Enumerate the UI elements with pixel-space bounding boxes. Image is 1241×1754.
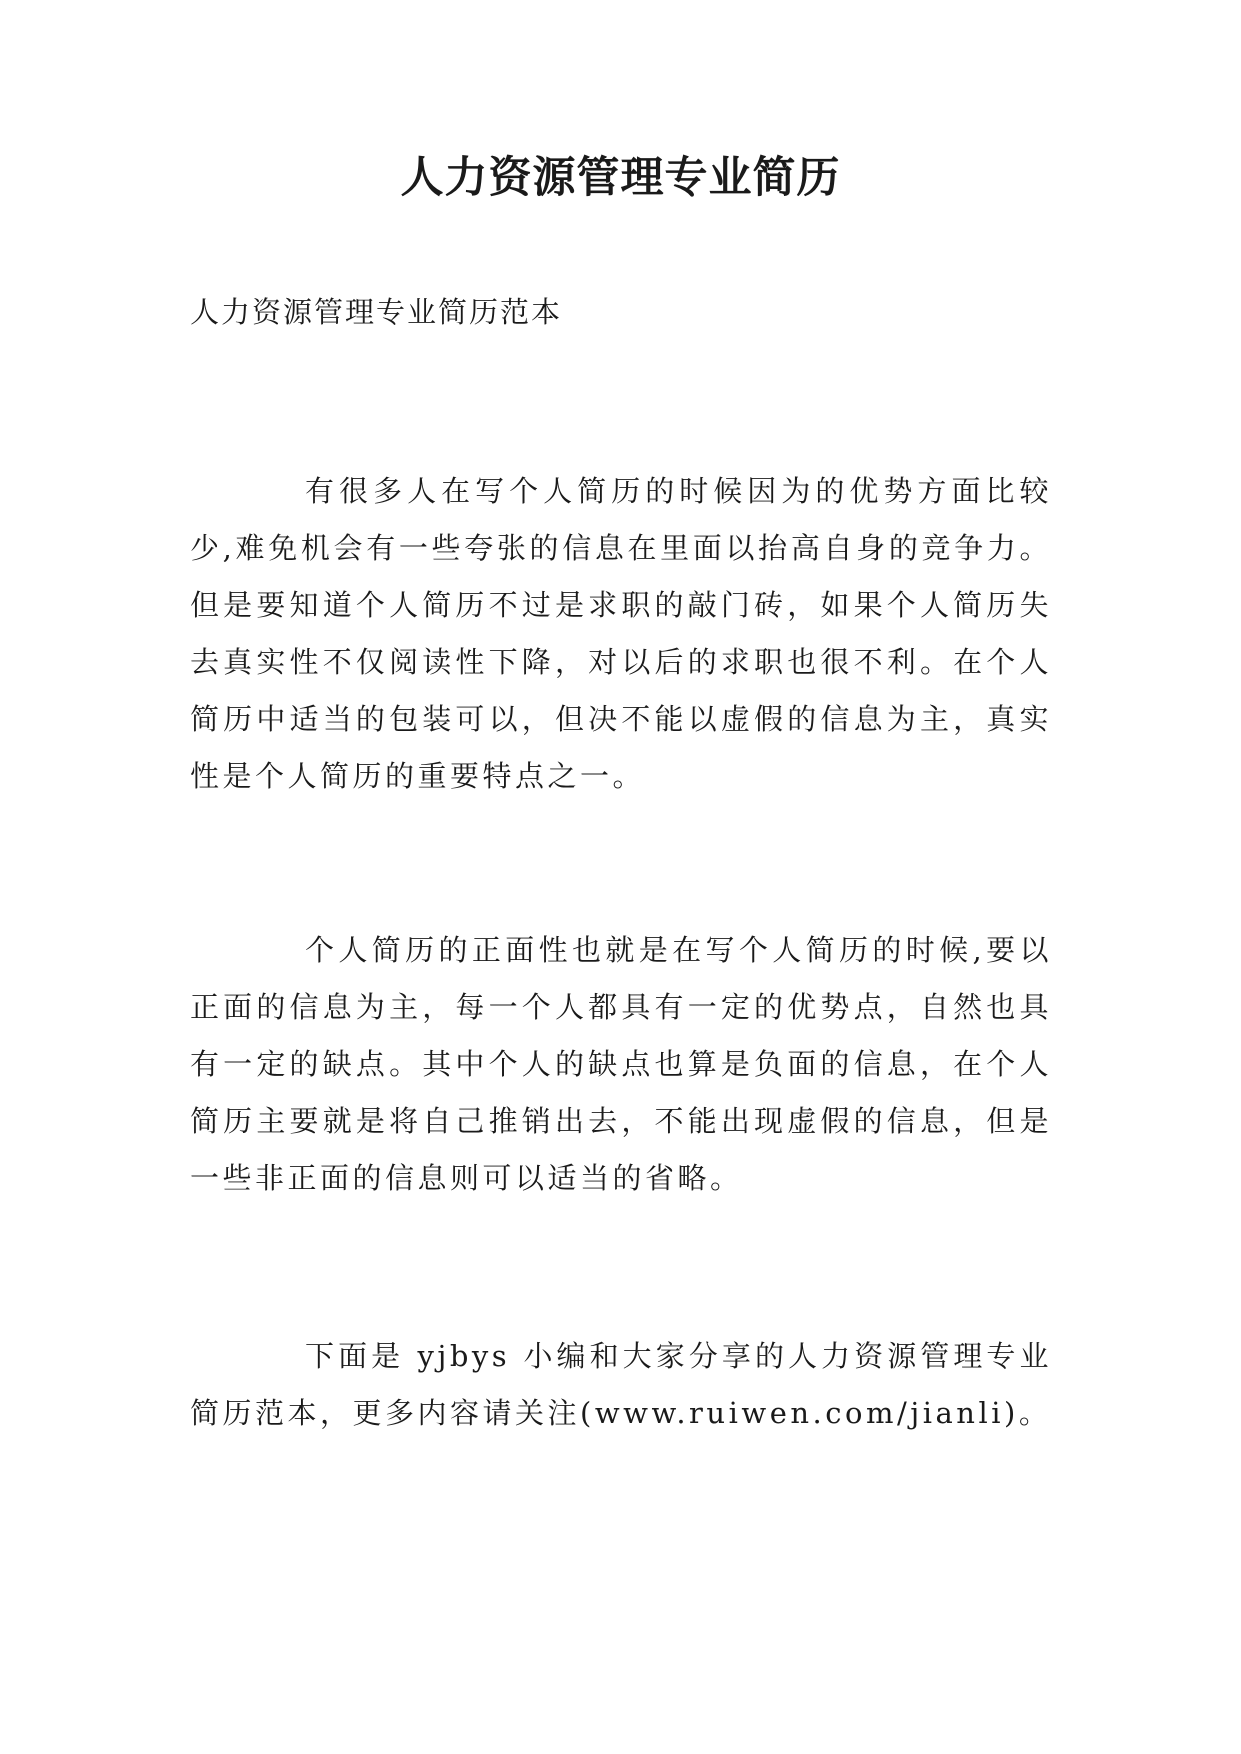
paragraph-positivity: 个人简历的正面性也就是在写个人简历的时候,要以正面的信息为主，每一个人都具有一定的优势点，自然也具有一定的缺点。其中个人的缺点也算是负面的信息，在个人简历主要就是将自己推销出去，不能出现虚假的信息，但是一些非正面的信息则可以适当的省略。 <box>190 933 1052 1195</box>
document-title: 人力资源管理专业简历 <box>400 153 841 203</box>
document-subtitle: 人力资源管理专业简历范本 <box>190 295 563 329</box>
paragraph-authenticity: 有很多人在写个人简历的时候因为的优势方面比较少,难免机会有一些夸张的信息在里面以抬高自身的竞争力。但是要知道个人简历不过是求职的敲门砖，如果个人简历失去真实性不仅阅读性下降，对以后的求职也很不利。在个人简历中适当的包装可以，但决不能以虚假的信息为主，真实性是个人简历的重要特点之一。 <box>190 474 1052 793</box>
paragraph-sample-intro: 下面是 yjbys 小编和大家分享的人力资源管理专业简历范本，更多内容请关注(www.ruiwen.com/jianli)。 <box>190 1339 1052 1430</box>
